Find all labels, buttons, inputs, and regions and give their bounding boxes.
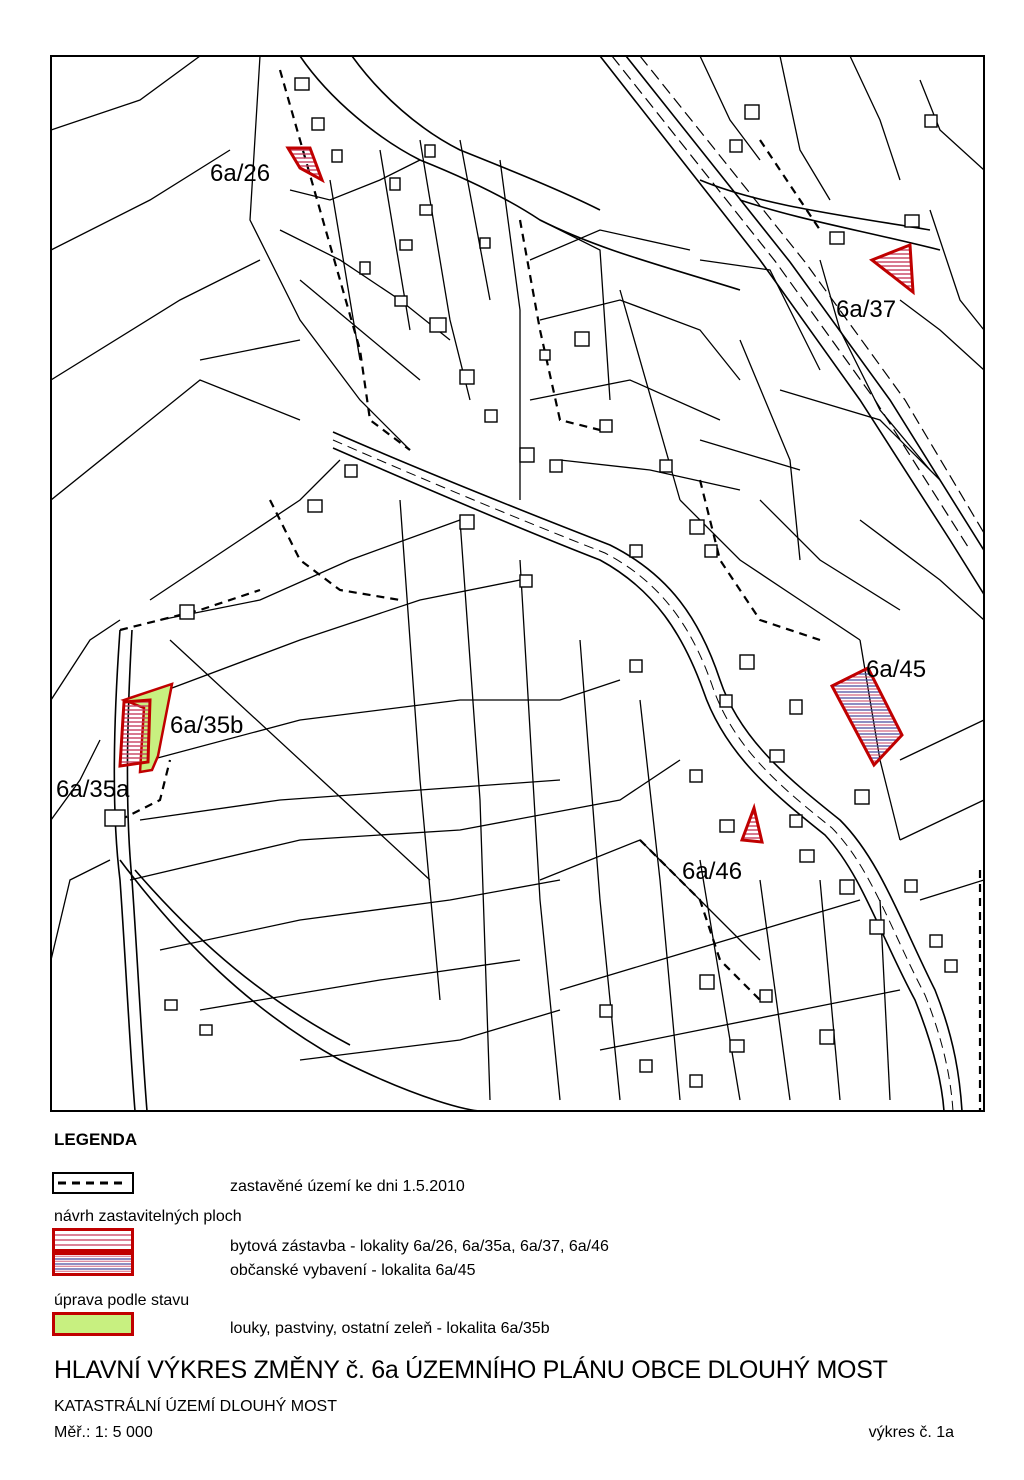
legend-swatch-built-area: [52, 1172, 134, 1194]
legend-built-area-text: zastavěné území ke dni 1.5.2010: [230, 1178, 465, 1195]
sheet-number: výkres č. 1a: [868, 1424, 954, 1441]
label-6a-35b: 6a/35b: [170, 712, 244, 739]
legend-swatch-meadow: [52, 1312, 134, 1336]
legend-swatch-housing: [52, 1228, 134, 1252]
map-scale: Měř.: 1: 5 000: [54, 1424, 153, 1441]
legend-civic-text: občanské vybavení - lokalita 6a/45: [230, 1262, 476, 1279]
locality-6a-35a[interactable]: [120, 700, 150, 766]
cadastre-name: KATASTRÁLNÍ ÚZEMÍ DLOUHÝ MOST: [54, 1398, 337, 1415]
label-6a-35a: 6a/35a: [56, 776, 130, 803]
label-6a-26: 6a/26: [210, 160, 271, 187]
drawing-title: HLAVNÍ VÝKRES ZMĚNY č. 6a ÚZEMNÍHO PLÁNU OBCE DLOUHÝ MOST: [54, 1356, 888, 1384]
legend-housing-text: bytová zástavba - lokality 6a/26, 6a/35a, 6a/37, 6a/46: [230, 1238, 609, 1255]
legend-title: LEGENDA: [54, 1130, 138, 1149]
label-6a-45: 6a/45: [866, 656, 927, 683]
legend-proposal-header: návrh zastavitelných ploch: [54, 1208, 242, 1225]
legend-swatch-civic: [52, 1252, 134, 1276]
legend-meadow-text: louky, pastviny, ostatní zeleň - lokalita 6a/35b: [230, 1320, 550, 1337]
legend-adjust-header: úprava podle stavu: [54, 1292, 190, 1309]
label-6a-46: 6a/46: [682, 858, 743, 885]
label-6a-37: 6a/37: [836, 296, 897, 323]
map-frame: [51, 56, 984, 1111]
